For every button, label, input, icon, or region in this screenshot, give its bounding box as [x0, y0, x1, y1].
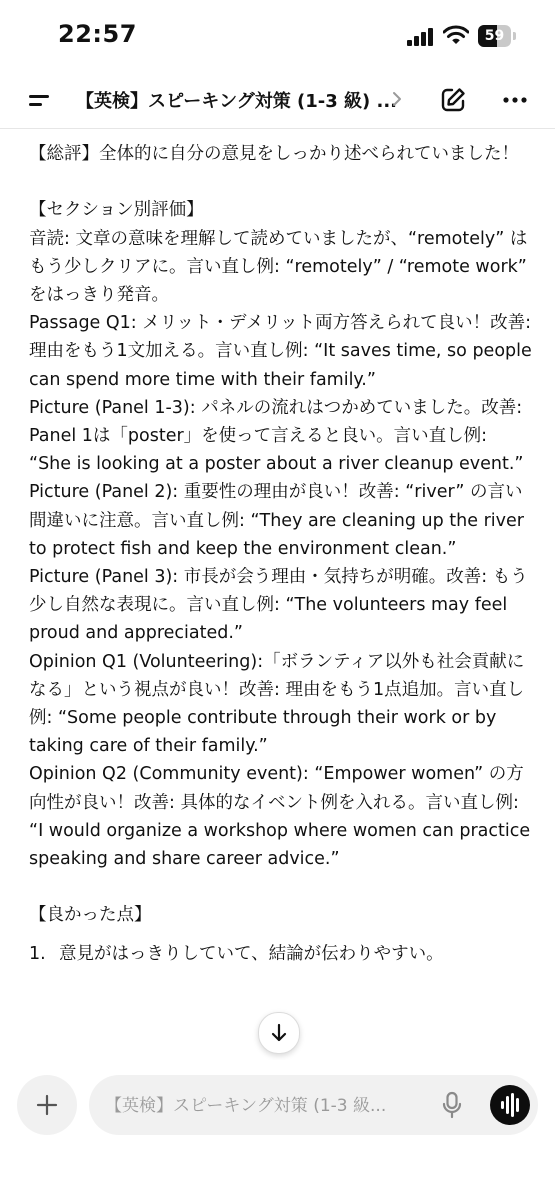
feedback-opinion-q2: Opinion Q2 (Community event): “Empower women” の方向性が良い！改善: 具体的なイベント例を入れる。言い直し例: “I would organize a workshop where women can practice speaking and share career advice.”	[29, 764, 531, 870]
list-text: 意見がはっきりしていて、結論が伝わりやすい。	[59, 943, 444, 964]
feedback-opinion-q1: Opinion Q1 (Volunteering):「ボランティア以外も社会貢献になる」という視点が良い！改善: 理由をもう1点追加。言い直し例: “Some people contribute through their work or by taking care of their family.”	[29, 651, 525, 757]
new-chat-icon[interactable]	[439, 86, 467, 114]
composer	[89, 1075, 538, 1135]
scroll-down-button[interactable]	[258, 1012, 300, 1054]
waveform-icon	[501, 1101, 504, 1109]
battery-icon	[478, 25, 516, 47]
assistant-message	[29, 140, 534, 968]
good-points-heading: 【良かった点】	[29, 905, 152, 926]
battery-level: 59	[484, 28, 505, 44]
plus-icon	[35, 1093, 59, 1117]
paragraph-spacer	[29, 168, 534, 196]
feedback-passage-q1: Passage Q1: メリット・デメリット両方答えられて良い！改善: 理由をもう1文加える。言い直し例: “It saves time, so people can spend more time with their family.”	[29, 313, 532, 390]
mic-icon[interactable]	[441, 1091, 463, 1119]
voice-mode-button[interactable]	[490, 1085, 530, 1125]
wifi-icon	[443, 24, 469, 46]
feedback-picture-panel-2: Picture (Panel 2): 重要性の理由が良い！改善: “river” の言い間違いに注意。言い直し例: “They are cleaning up the river to protect fish and keep the environment clean.”	[29, 482, 524, 559]
paragraph-spacer	[29, 873, 534, 901]
summary-paragraph: 【総評】全体的に自分の意見をしっかり述べられていました！	[29, 144, 519, 164]
list-number: 1.	[29, 943, 46, 964]
feedback-picture-panel-1-3: Picture (Panel 1-3): パネルの流れはつかめていました。改善: Panel 1は「poster」を使って言えると良い。言い直し例: “She is looking at a poster about a river cleanup event.”	[29, 397, 524, 475]
attach-button[interactable]	[17, 1075, 77, 1135]
conversation-title[interactable]: 【英検】スピーキング対策 (1-3 級) ...	[76, 91, 398, 112]
chevron-right-icon[interactable]	[390, 88, 404, 110]
message-input[interactable]	[89, 1075, 447, 1137]
feedback-reading: 音読: 文章の意味を理解して読めていましたが、“remotely” はもう少しクリアに。言い直し例: “remotely” / “remote work” をはっきり発音。	[29, 228, 528, 305]
conversation-header	[0, 72, 555, 129]
more-icon[interactable]	[500, 86, 530, 114]
list-item	[29, 940, 534, 968]
arrow-down-icon	[268, 1022, 290, 1044]
section-heading: 【セクション別評価】	[29, 200, 204, 221]
status-bar	[0, 0, 555, 72]
menu-icon[interactable]	[26, 86, 54, 114]
signal-icon	[407, 28, 435, 46]
feedback-picture-panel-3: Picture (Panel 3): 市長が会う理由・気持ちが明確。改善: もう少し自然な表現に。言い直し例: “The volunteers may feel proud and appreciated.”	[29, 567, 528, 644]
status-time: 22:57	[58, 20, 137, 48]
